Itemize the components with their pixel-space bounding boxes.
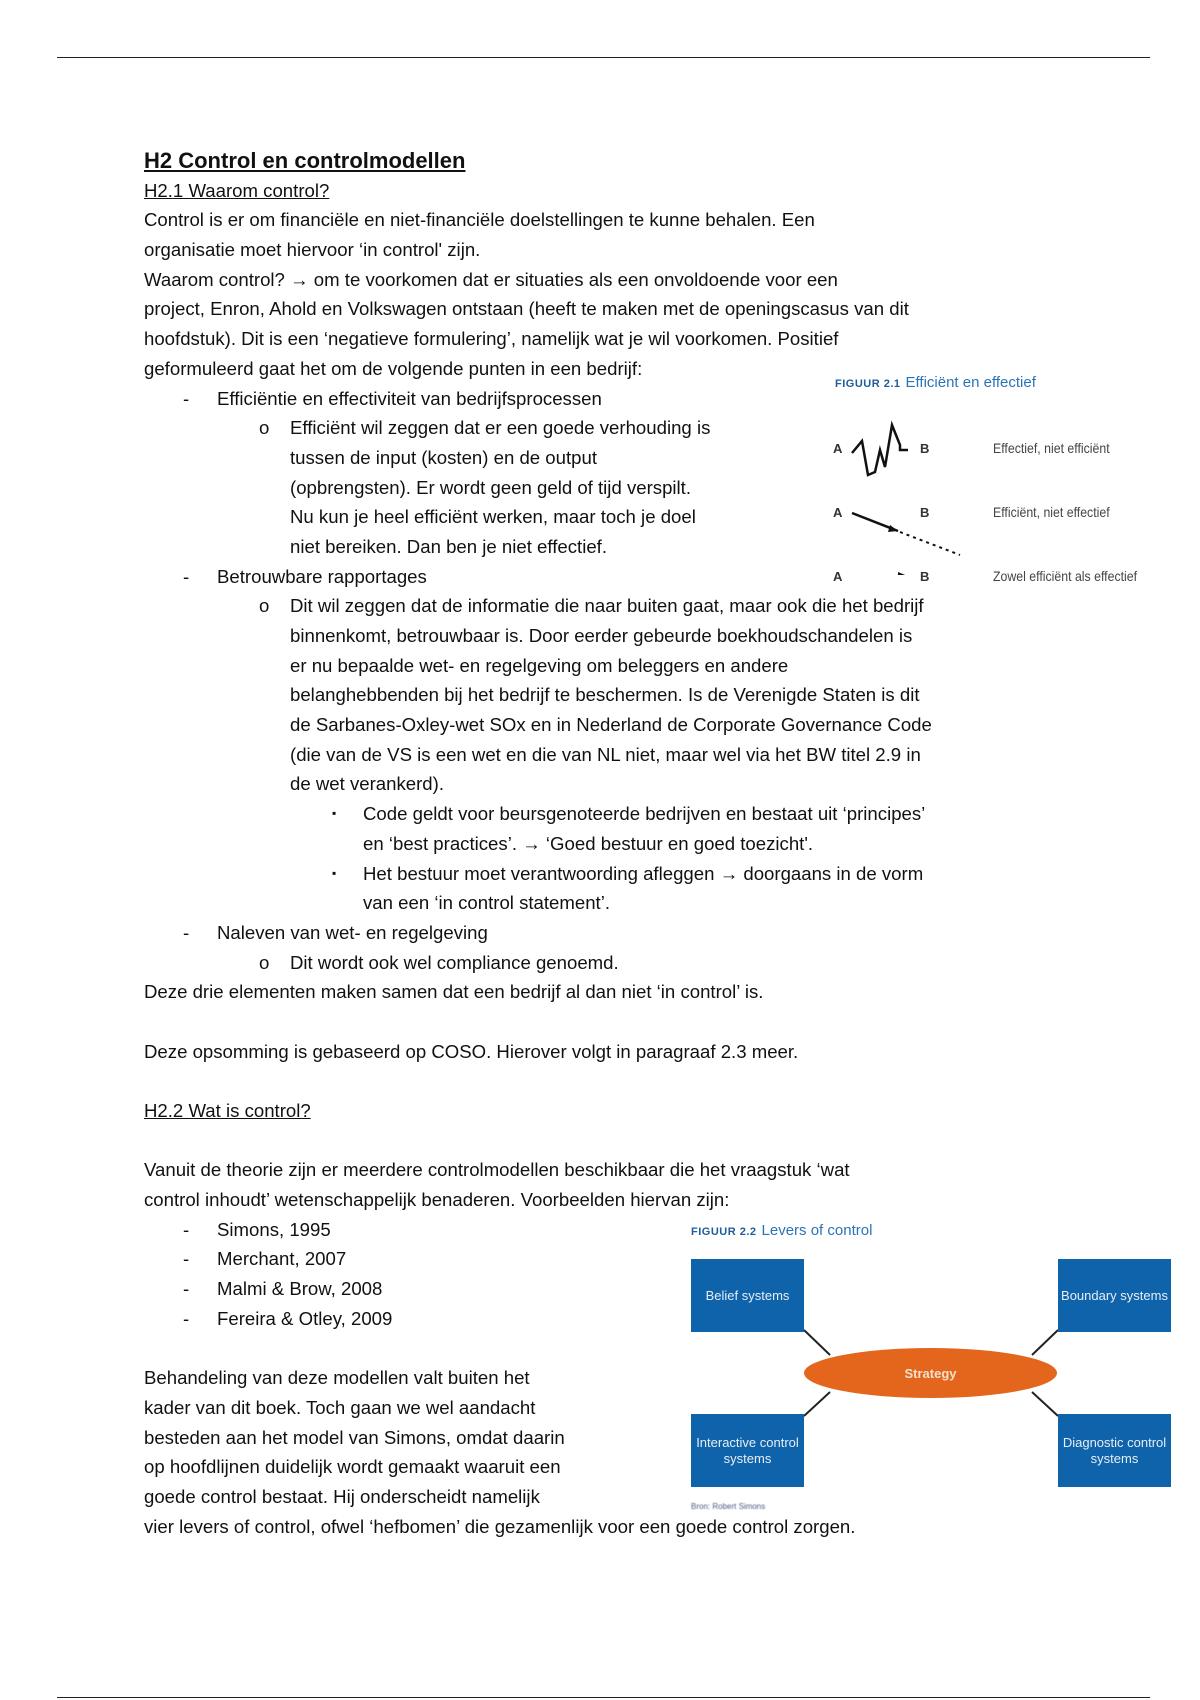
diagnostic-control-box: Diagnostic control systems bbox=[1058, 1414, 1171, 1487]
interactive-control-box: Interactive control systems bbox=[691, 1414, 804, 1487]
list-item-text: van een ‘in control statement’. bbox=[363, 892, 611, 914]
figure-title: Levers of control bbox=[761, 1222, 873, 1239]
list-item-text: (opbrengsten). Er wordt geen geld of tijd verspilt. bbox=[290, 476, 692, 498]
figure-number: FIGUUR 2.2 bbox=[691, 1226, 757, 1238]
point-b: B bbox=[920, 569, 930, 584]
paragraph-line: organisatie moet hiervoor ‘in control' zijn. bbox=[144, 239, 481, 261]
page-title: H2 Control en controlmodellen bbox=[144, 148, 466, 173]
list-item-text: Efficiënt wil zeggen dat er een goede verhouding is bbox=[290, 417, 711, 439]
circle-marker: o bbox=[259, 417, 270, 439]
paragraph-line: Vanuit de theorie zijn er meerdere controlmodellen beschikbaar die het vraagstuk ‘wat bbox=[144, 1159, 850, 1181]
list-item-text: niet bereiken. Dan ben je niet effectief. bbox=[290, 535, 607, 557]
paragraph-line: Deze drie elementen maken samen dat een bedrijf al dan niet ‘in control’ is. bbox=[144, 981, 764, 1003]
paragraph-line: kader van dit boek. Toch gaan we wel aandacht bbox=[144, 1396, 536, 1418]
figure-source: Bron: Robert Simons bbox=[691, 1502, 766, 1511]
paragraph-line: geformuleerd gaat het om de volgende punten in een bedrijf: bbox=[144, 357, 643, 379]
list-item-text: en ‘best practices’. → ‘Goed bestuur en goed toezicht'. bbox=[363, 832, 814, 854]
circle-marker: o bbox=[259, 951, 270, 973]
paragraph-line: op hoofdlijnen duidelijk wordt gemaakt waaruit een bbox=[144, 1456, 561, 1478]
list-item-text: Dit wordt ook wel compliance genoemd. bbox=[290, 951, 619, 973]
paragraph-line: goede control bestaat. Hij onderscheidt namelijk bbox=[144, 1485, 540, 1507]
paragraph-line: besteden aan het model van Simons, omdat daarin bbox=[144, 1426, 565, 1448]
figure-number: FIGUUR 2.1 bbox=[835, 378, 901, 390]
row-label: Efficiënt, niet effectief bbox=[993, 504, 1110, 520]
list-item-text: Malmi & Brow, 2008 bbox=[217, 1278, 383, 1300]
point-a: A bbox=[833, 569, 843, 584]
point-a: A bbox=[833, 441, 843, 456]
list-item-text: Simons, 1995 bbox=[217, 1218, 331, 1240]
paragraph-line: Control is er om financiële en niet-financiële doelstellingen te kunne behalen. Een bbox=[144, 209, 815, 231]
list-item-text: Dit wil zeggen dat de informatie die naar buiten gaat, maar ook die het bedrijf bbox=[290, 595, 924, 617]
list-item-text: Het bestuur moet verantwoording afleggen → doorgaans in de vorm bbox=[363, 862, 924, 884]
list-item-text: Betrouwbare rapportages bbox=[217, 565, 427, 587]
dash-marker: - bbox=[183, 565, 190, 587]
row-label: Effectief, niet efficiënt bbox=[993, 440, 1110, 456]
list-item-text: Code geldt voor beursgenoteerde bedrijven en bestaat uit ‘principes’ bbox=[363, 803, 926, 825]
boundary-systems-box: Boundary systems bbox=[1058, 1259, 1171, 1332]
dash-marker: - bbox=[183, 1218, 190, 1240]
square-marker: ▪ bbox=[332, 806, 337, 821]
list-item-text: (die van de VS is een wet en die van NL niet, maar wel via het BW titel 2.9 in bbox=[290, 743, 921, 765]
square-marker: ▪ bbox=[332, 865, 337, 880]
list-item-text: tussen de input (kosten) en de output bbox=[290, 446, 598, 468]
belief-systems-box: Belief systems bbox=[691, 1259, 804, 1332]
point-b: B bbox=[920, 505, 930, 520]
paragraph-line: Behandeling van deze modellen valt buiten het bbox=[144, 1367, 530, 1389]
row-label: Zowel efficiënt als effectief bbox=[993, 568, 1138, 584]
dash-marker: - bbox=[183, 1248, 190, 1270]
list-item-text: de wet verankerd). bbox=[290, 773, 444, 795]
list-item-text: Fereira & Otley, 2009 bbox=[217, 1307, 393, 1329]
figure-title: Efficiënt en effectief bbox=[905, 374, 1036, 391]
point-b: B bbox=[920, 441, 930, 456]
paragraph-line: vier levers of control, ofwel ‘hefbomen’ die gezamenlijk voor een goede control zorgen. bbox=[144, 1515, 856, 1537]
list-item-text: de Sarbanes-Oxley-wet SOx en in Nederland de Corporate Governance Code bbox=[290, 714, 932, 736]
section-heading: H2.1 Waarom control? bbox=[144, 179, 330, 201]
paragraph-line: hoofdstuk). Dit is een ‘negatieve formulering’, namelijk wat je wil voorkomen. Positief bbox=[144, 328, 839, 350]
point-a: A bbox=[833, 505, 843, 520]
list-item-text: Nu kun je heel efficiënt werken, maar toch je doel bbox=[290, 506, 696, 528]
list-item-text: Efficiëntie en effectiviteit van bedrijfsprocessen bbox=[217, 387, 602, 409]
dash-marker: - bbox=[183, 387, 190, 409]
paragraph-line: control inhoudt’ wetenschappelijk benaderen. Voorbeelden hiervan zijn: bbox=[144, 1189, 730, 1211]
paragraph-line: Waarom control? → om te voorkomen dat er situaties als een onvoldoende voor een bbox=[144, 268, 838, 290]
dash-marker: - bbox=[183, 1307, 190, 1329]
list-item-text: Naleven van wet- en regelgeving bbox=[217, 921, 488, 943]
section-heading: H2.2 Wat is control? bbox=[144, 1100, 311, 1121]
dash-marker: - bbox=[183, 921, 190, 943]
list-item-text: Merchant, 2007 bbox=[217, 1248, 347, 1270]
dash-marker: - bbox=[183, 1278, 190, 1300]
list-item-text: belanghebbenden bij het bedrijf te beschermen. Is de Verenigde Staten is dit bbox=[290, 684, 920, 706]
paragraph-line: Deze opsomming is gebaseerd op COSO. Hierover volgt in paragraaf 2.3 meer. bbox=[144, 1040, 799, 1062]
list-item-text: binnenkomt, betrouwbaar is. Door eerder gebeurde boekhoudschandelen is bbox=[290, 625, 913, 646]
list-item-text: er nu bepaalde wet- en regelgeving om beleggers en andere bbox=[290, 654, 789, 676]
circle-marker: o bbox=[259, 595, 270, 617]
strategy-ellipse: Strategy bbox=[804, 1348, 1057, 1398]
paragraph-line: project, Enron, Ahold en Volkswagen ontstaan (heeft te maken met de openingscasus van dit bbox=[144, 298, 909, 320]
